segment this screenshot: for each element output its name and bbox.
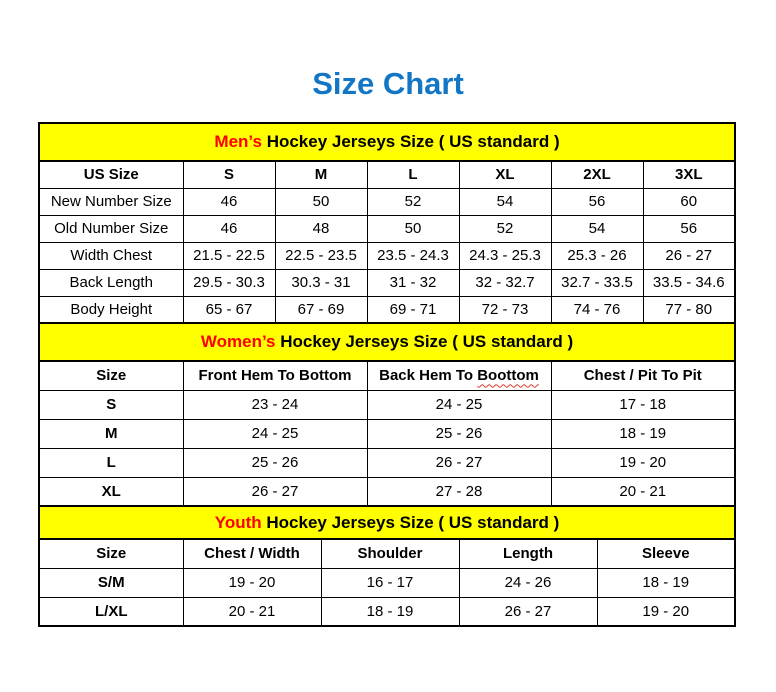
table-row — [39, 419, 735, 448]
row-label: New Number Size — [39, 188, 183, 215]
table-row — [39, 568, 735, 597]
size-value-cell: 77 - 80 — [643, 296, 735, 323]
column-header: Length — [459, 539, 597, 568]
row-label: Body Height — [39, 296, 183, 323]
size-value-cell: 33.5 - 34.6 — [643, 269, 735, 296]
size-value-cell: 46 — [183, 215, 275, 242]
table-row — [39, 597, 735, 626]
size-value-cell: 21.5 - 22.5 — [183, 242, 275, 269]
table-row — [39, 296, 735, 323]
row-label: XL — [39, 477, 183, 506]
size-value-cell: 74 - 76 — [551, 296, 643, 323]
size-tables — [38, 122, 734, 627]
size-value-cell: 50 — [367, 215, 459, 242]
size-value-cell: 20 - 21 — [183, 597, 321, 626]
size-value-cell: 60 — [643, 188, 735, 215]
size-value-cell: 19 - 20 — [183, 568, 321, 597]
womens-section-rest: Hockey Jerseys Size ( US standard ) — [275, 332, 574, 351]
size-value-cell: 48 — [275, 215, 367, 242]
womens-section-accent: Women’s — [200, 332, 276, 351]
size-value-cell: 52 — [459, 215, 551, 242]
youth-section-rest: Hockey Jerseys Size ( US standard ) — [261, 512, 560, 532]
womens-section-title — [39, 323, 735, 361]
size-value-cell: 65 - 67 — [183, 296, 275, 323]
size-value-cell: 26 - 27 — [367, 448, 551, 477]
table-row — [39, 188, 735, 215]
column-header: Chest / Width — [183, 539, 321, 568]
size-value-cell: 32 - 32.7 — [459, 269, 551, 296]
mens-section-title — [39, 123, 735, 161]
youth-section-title — [39, 506, 735, 539]
mens-header-row — [39, 161, 735, 188]
size-value-cell: 18 - 19 — [551, 419, 735, 448]
mens-section-accent: Men’s — [214, 132, 262, 151]
size-value-cell: 26 - 27 — [643, 242, 735, 269]
size-value-cell: 25.3 - 26 — [551, 242, 643, 269]
size-value-cell: 26 - 27 — [183, 477, 367, 506]
womens-size-table — [38, 322, 736, 507]
womens-header-row — [39, 361, 735, 390]
column-header: Shoulder — [321, 539, 459, 568]
size-value-cell: 69 - 71 — [367, 296, 459, 323]
column-header: M — [275, 161, 367, 188]
column-header: 3XL — [643, 161, 735, 188]
row-label: M — [39, 419, 183, 448]
column-header: Chest / Pit To Pit — [551, 361, 735, 390]
size-value-cell: 52 — [367, 188, 459, 215]
size-value-cell: 22.5 - 23.5 — [275, 242, 367, 269]
size-value-cell: 26 - 27 — [459, 597, 597, 626]
size-value-cell: 16 - 17 — [321, 568, 459, 597]
size-value-cell: 30.3 - 31 — [275, 269, 367, 296]
row-label: Back Length — [39, 269, 183, 296]
size-value-cell: 23.5 - 24.3 — [367, 242, 459, 269]
column-header: S — [183, 161, 275, 188]
back-hem-misspelled-word: Boottom — [477, 367, 539, 385]
table-row — [39, 477, 735, 506]
column-header-misspelled — [367, 361, 551, 390]
size-value-cell: 32.7 - 33.5 — [551, 269, 643, 296]
row-label: L/XL — [39, 597, 183, 626]
back-hem-prefix: Back Hem To — [379, 367, 478, 385]
size-value-cell: 24 - 26 — [459, 568, 597, 597]
size-value-cell: 56 — [643, 215, 735, 242]
row-label: L — [39, 448, 183, 477]
row-label: Width Chest — [39, 242, 183, 269]
column-header: Size — [39, 539, 183, 568]
size-value-cell: 50 — [275, 188, 367, 215]
size-value-cell: 24.3 - 25.3 — [459, 242, 551, 269]
mens-section-rest: Hockey Jerseys Size ( US standard ) — [261, 132, 560, 151]
row-label: S/M — [39, 568, 183, 597]
page-title: Size Chart — [312, 66, 464, 101]
size-value-cell: 20 - 21 — [551, 477, 735, 506]
size-value-cell: 25 - 26 — [367, 419, 551, 448]
size-value-cell: 54 — [551, 215, 643, 242]
mens-section-header-row — [39, 123, 735, 161]
size-value-cell: 27 - 28 — [367, 477, 551, 506]
column-header: Front Hem To Bottom — [183, 361, 367, 390]
table-row — [39, 242, 735, 269]
size-value-cell: 67 - 69 — [275, 296, 367, 323]
youth-header-row — [39, 539, 735, 568]
size-value-cell: 56 — [551, 188, 643, 215]
size-value-cell: 29.5 - 30.3 — [183, 269, 275, 296]
size-value-cell: 18 - 19 — [597, 568, 735, 597]
size-value-cell: 46 — [183, 188, 275, 215]
youth-size-table — [38, 505, 736, 627]
column-header: XL — [459, 161, 551, 188]
row-label: S — [39, 390, 183, 419]
size-value-cell: 24 - 25 — [183, 419, 367, 448]
size-value-cell: 23 - 24 — [183, 390, 367, 419]
size-value-cell: 24 - 25 — [367, 390, 551, 419]
column-header: Sleeve — [597, 539, 735, 568]
size-value-cell: 54 — [459, 188, 551, 215]
column-header: US Size — [39, 161, 183, 188]
column-header: 2XL — [551, 161, 643, 188]
table-row — [39, 269, 735, 296]
youth-section-accent: Youth — [214, 512, 262, 532]
size-value-cell: 72 - 73 — [459, 296, 551, 323]
youth-section-header-row — [39, 506, 735, 539]
size-value-cell: 18 - 19 — [321, 597, 459, 626]
row-label: Old Number Size — [39, 215, 183, 242]
size-value-cell: 25 - 26 — [183, 448, 367, 477]
mens-size-table — [38, 122, 736, 324]
womens-section-header-row — [39, 323, 735, 361]
table-row — [39, 390, 735, 419]
column-header: L — [367, 161, 459, 188]
size-value-cell: 31 - 32 — [367, 269, 459, 296]
column-header: Size — [39, 361, 183, 390]
size-value-cell: 19 - 20 — [597, 597, 735, 626]
size-value-cell: 17 - 18 — [551, 390, 735, 419]
size-value-cell: 19 - 20 — [551, 448, 735, 477]
table-row — [39, 448, 735, 477]
table-row — [39, 215, 735, 242]
